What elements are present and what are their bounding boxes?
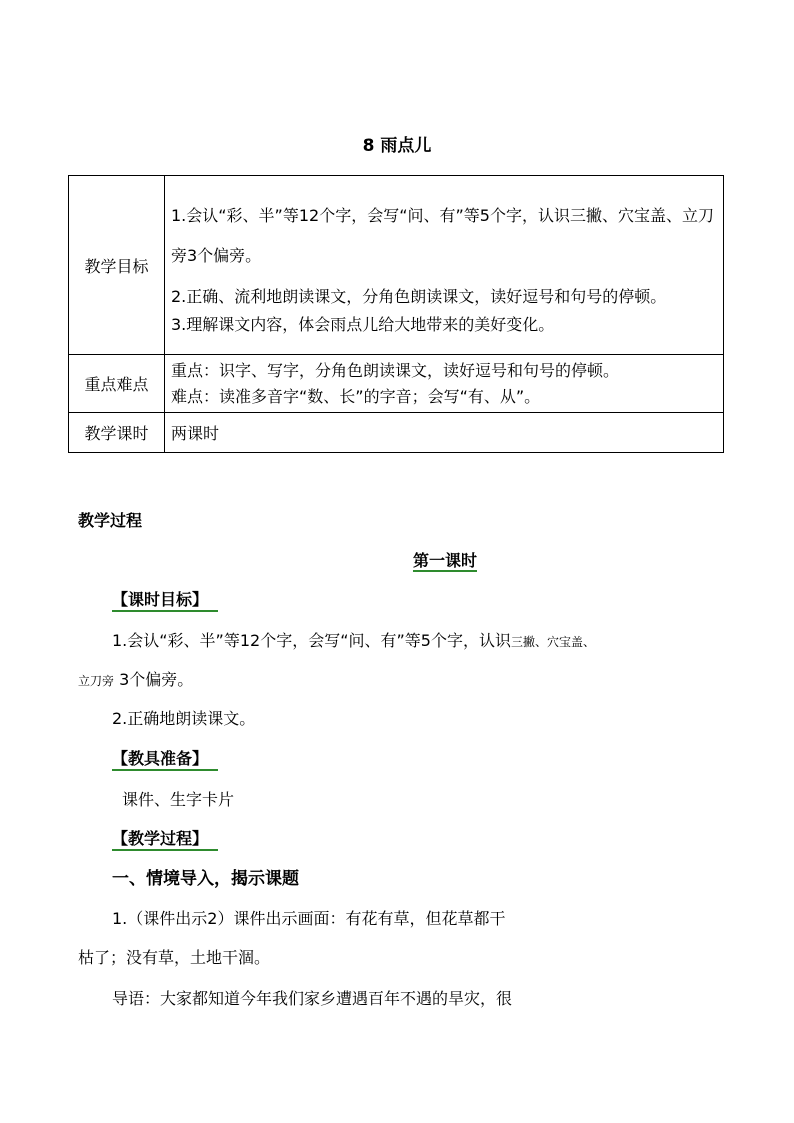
step-1-heading: 一、情境导入，揭示课题: [112, 869, 299, 889]
prep-text: 课件、生字卡片: [122, 790, 235, 809]
goal-item-3: 3.理解课文内容，体会雨点儿给大地带来的美好变化。: [171, 314, 555, 334]
goal-item-1: 1.会认“彩、半”等12个字，会写“问、有”等5个字，认识三撇、穴宝盖、立刀旁3个偏旁。: [171, 205, 714, 265]
table-row-hours: [69, 413, 724, 453]
objective-2: 2.正确地朗读课文。: [112, 709, 256, 728]
step-1-line-1: 1.（课件出示2）课件出示画面：有花有草，但花草都干: [112, 909, 506, 928]
table-row-key-points: [69, 355, 724, 413]
process-heading: 教学过程: [78, 511, 143, 530]
hours-value: 两课时: [165, 413, 724, 453]
key-point-focus: 重点：识字、写字，分角色朗读课文，读好逗号和句号的停顿。: [171, 360, 620, 380]
goal-item-2: 2.正确、流利地朗读课文，分角色朗读课文，读好逗号和句号的停顿。: [171, 286, 667, 306]
lesson-info-table: [68, 175, 724, 453]
goals-label: 教学目标: [69, 176, 165, 355]
prep-heading: 【教具准备】: [112, 749, 218, 771]
document-title: 8 雨点儿: [362, 136, 432, 156]
objective-1-line2-rest: 3个偏旁。: [114, 670, 194, 689]
objective-1-small: 三撇、穴宝盖、: [510, 635, 595, 649]
lesson-title: 第一课时: [412, 551, 477, 570]
objective-1-line-2: [78, 670, 193, 691]
step-1-line-3: 导语：大家都知道今年我们家乡遭遇百年不遇的旱灾，很: [112, 989, 513, 1008]
hours-label: 教学课时: [69, 413, 165, 453]
key-point-difficulty: 难点：读准多音字“数、长”的字音；会写“有、从”。: [171, 386, 541, 406]
step-1-line-2: 枯了；没有草，土地干涸。: [78, 948, 271, 967]
objective-1-main: 1.会认“彩、半”等12个字，会写“问、有”等5个字，认识: [112, 631, 511, 650]
objective-1-line-1: [112, 631, 595, 652]
process-sub-heading: 【教学过程】: [112, 829, 218, 851]
objective-1-line2-small: 立刀旁: [78, 674, 115, 688]
key-points-label: 重点难点: [69, 355, 165, 413]
key-points-content: [165, 355, 724, 413]
goals-content: [165, 176, 724, 355]
table-row-goals: [69, 176, 724, 355]
objectives-heading: 【课时目标】: [112, 590, 218, 612]
